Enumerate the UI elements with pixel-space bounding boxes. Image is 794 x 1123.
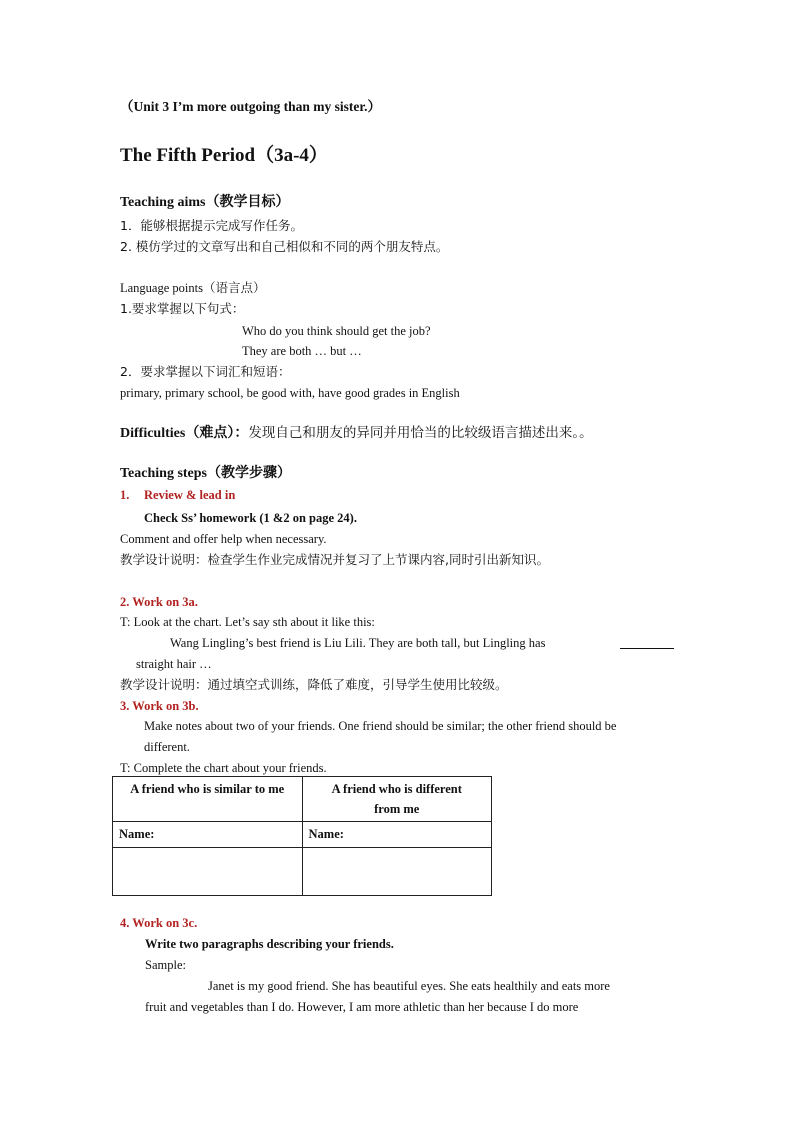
unit-line: （Unit 3 I’m more outgoing than my sister.）	[120, 99, 382, 114]
chart-header-different-line2: from me	[374, 802, 420, 816]
step-2-prompt: T: Look at the chart. Let’s say sth about it like this:	[120, 615, 375, 629]
sentence-pattern-2: They are both … but …	[242, 344, 362, 358]
sample-text-line-1: Janet is my good friend. She has beautiful eyes. She eats healthily and eats more	[208, 979, 610, 993]
aim-item-1: 1．能够根据提示完成写作任务。	[120, 218, 303, 233]
step-3-title: 3. Work on 3b.	[120, 699, 199, 713]
chart-blank-cell-similar[interactable]	[113, 848, 303, 896]
step-2-example-cont: straight hair …	[136, 657, 212, 671]
chart-header-different-line1: A friend who is different	[331, 782, 462, 796]
step-2-title: 2. Work on 3a.	[120, 595, 198, 609]
teaching-steps-heading: Teaching steps（教学步骤）	[120, 466, 292, 481]
language-point-1: 1.要求掌握以下句式：	[120, 301, 245, 316]
step-1-comment: Comment and offer help when necessary.	[120, 532, 327, 546]
step-2-design-note: 教学设计说明：通过填空式训练，降低了难度，引导学生使用比较级。	[120, 677, 508, 692]
step-1-check: Check Ss’ homework (1 &2 on page 24).	[144, 511, 357, 525]
fill-blank	[620, 637, 674, 649]
vocabulary-line: primary, primary school, be good with, have good grades in English	[120, 386, 460, 400]
chart-header-similar: A friend who is similar to me	[113, 777, 303, 822]
difficulties-text: 发现自己和朋友的异同并用恰当的比较级语言描述出来。。	[248, 425, 593, 441]
difficulties-label: Difficulties（难点）：	[120, 426, 249, 441]
step-3-prompt: T: Complete the chart about your friends.	[120, 761, 327, 775]
step-4-sample-label: Sample:	[145, 958, 186, 972]
sentence-pattern-1: Who do you think should get the job?	[242, 324, 431, 338]
step-2-example	[170, 635, 674, 651]
step-4-instruction: Write two paragraphs describing your friends.	[145, 937, 394, 951]
sample-text-line-2: fruit and vegetables than I do. However, I am more athletic than her because I do more	[145, 1000, 579, 1014]
chart-name-cell-similar: Name:	[113, 822, 303, 848]
step-1-title: Review & lead in	[144, 488, 236, 502]
step-3-instruction-cont: different.	[144, 740, 190, 754]
chart-blank-cell-different[interactable]	[302, 848, 492, 896]
chart-header-different	[302, 777, 492, 822]
friends-chart	[112, 776, 492, 896]
step-1-design-note: 教学设计说明：检查学生作业完成情况并复习了上节课内容,同时引出新知识。	[120, 552, 549, 567]
aim-item-2: 2. 模仿学过的文章写出和自己相似和不同的两个朋友特点。	[120, 239, 449, 254]
language-point-2: 2．要求掌握以下词汇和短语：	[120, 364, 291, 379]
difficulties	[120, 425, 593, 442]
step-2-example-text: Wang Lingling’s best friend is Liu Lili. They are both tall, but Lingling has	[170, 636, 546, 650]
step-1-number: 1.	[120, 488, 130, 502]
language-points-heading: Language points（语言点）	[120, 281, 266, 295]
step-4-title: 4. Work on 3c.	[120, 916, 198, 930]
chart-name-cell-different: Name:	[302, 822, 492, 848]
page-title: The Fifth Period（3a-4）	[120, 145, 328, 166]
teaching-aims-heading: Teaching aims（教学目标）	[120, 195, 290, 210]
step-3-instruction: Make notes about two of your friends. One friend should be similar; the other friend should be	[144, 719, 617, 733]
